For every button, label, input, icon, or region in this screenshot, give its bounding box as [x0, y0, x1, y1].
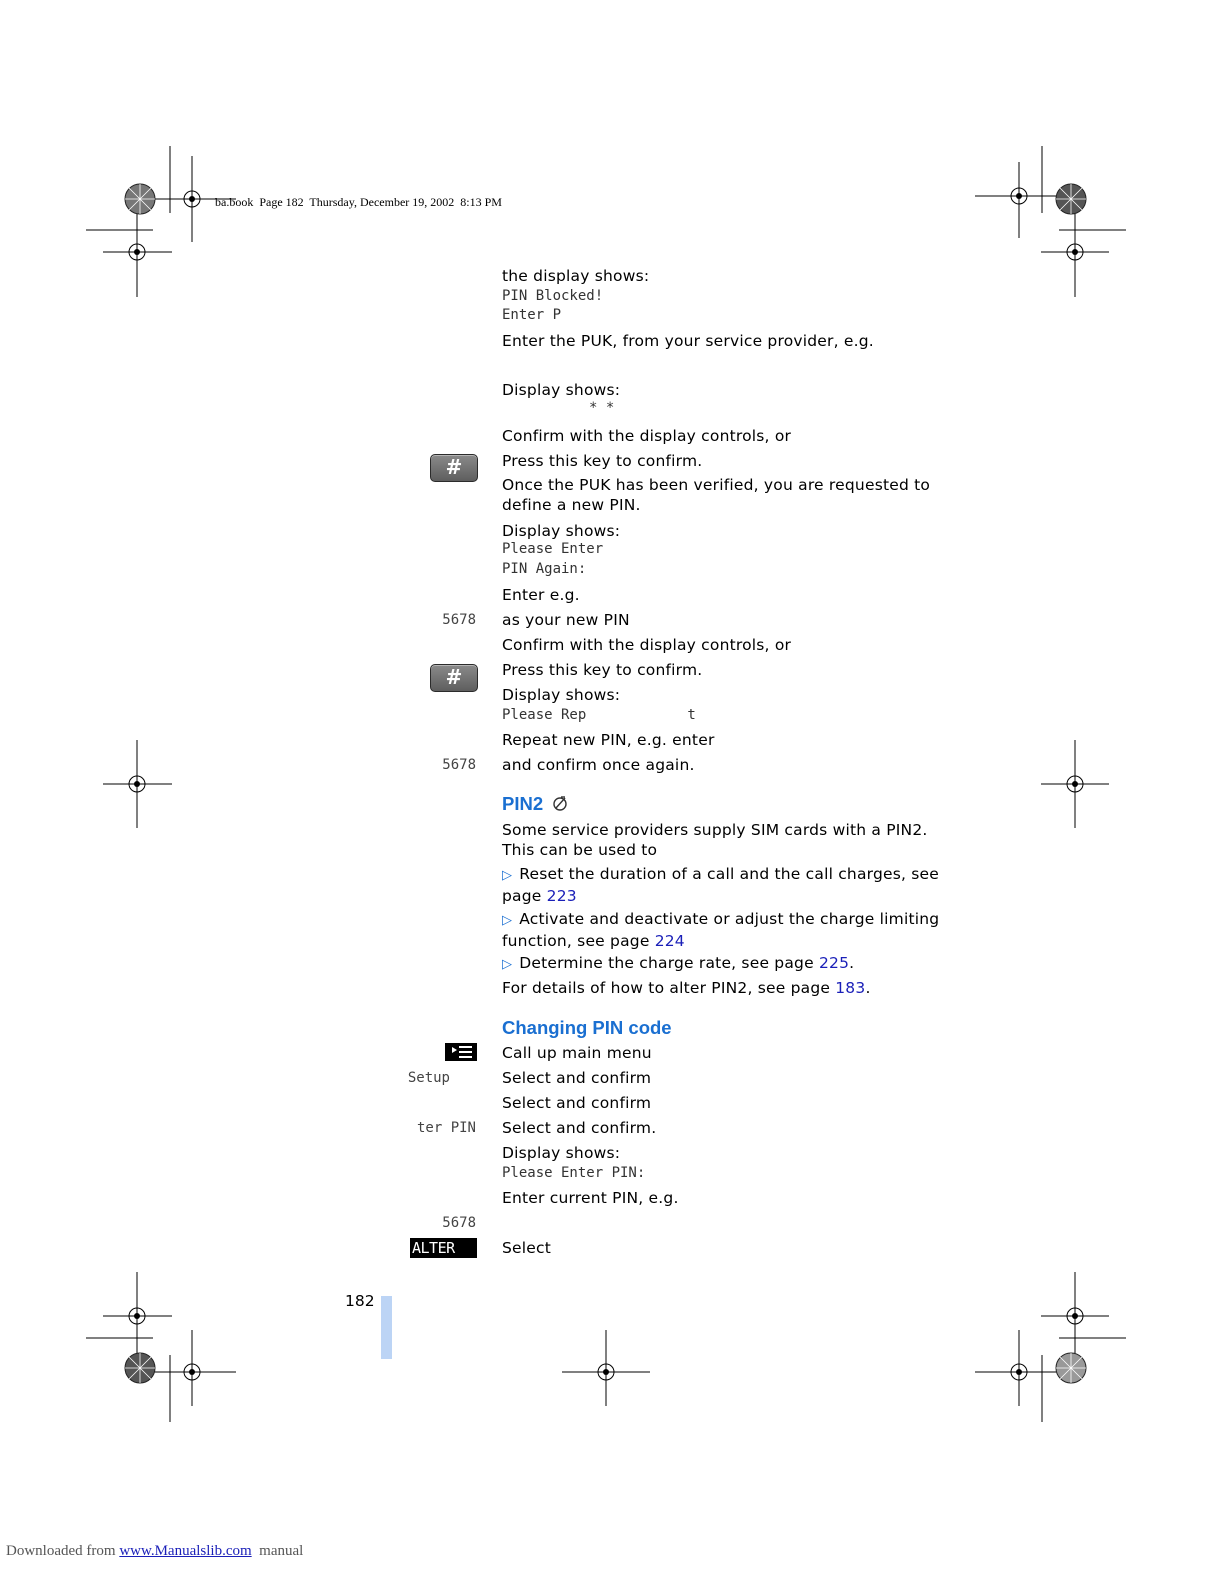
page-link-225[interactable]: 225 [818, 954, 850, 972]
pin2-bullet-item [502, 864, 947, 906]
lcd-stars: * * [589, 400, 615, 416]
lcd-pin-again: PIN Again: [502, 561, 587, 577]
page-link-183[interactable]: 183 [835, 979, 866, 997]
bullet-arrow-icon: ▷ [502, 868, 513, 883]
press-key-text: Press this key to confirm. [502, 452, 703, 470]
display-shows-text: Display shows: [502, 381, 621, 399]
footer-suffix: manual [251, 1543, 304, 1559]
footer-prefix: Downloaded from [6, 1543, 120, 1559]
select-text: Select [502, 1239, 552, 1257]
as-new-pin-text: as your new PIN [502, 611, 630, 629]
page-link-224[interactable]: 224 [654, 932, 685, 950]
bullet-text: Activate and deactivate or adjust the charge limiting function, see page [502, 910, 940, 950]
display-shows-text: Display shows: [502, 1144, 621, 1162]
code-5678: 5678 [442, 612, 476, 628]
setup-menu-item[interactable]: Setup [407, 1070, 450, 1086]
select-confirm-text: Select and confirm [502, 1069, 652, 1087]
bullet-suffix: . [849, 954, 855, 972]
page-margin-bar [381, 1296, 392, 1359]
code-5678: 5678 [442, 1215, 476, 1231]
lcd-please-enter: Please Enter [502, 541, 604, 557]
pin2-details-text [502, 978, 952, 998]
details-suffix: . [865, 979, 871, 997]
changing-pin-heading: Changing PIN code [502, 1017, 672, 1038]
print-header: ba.book Page 182 Thursday, December 19, 2002 8:13 PM [215, 195, 502, 209]
details-text: For details of how to alter PIN2, see page [502, 979, 836, 997]
lcd-pin-blocked: PIN Blocked! [502, 288, 604, 304]
pin2-heading-text: PIN2 [502, 793, 544, 814]
footer [6, 1543, 303, 1560]
bullet-arrow-icon: ▷ [502, 957, 513, 972]
menu-key-button[interactable] [445, 1043, 477, 1061]
confirm-once-again-text: and confirm once again. [502, 756, 695, 774]
select-confirm-text: Select and confirm [502, 1094, 652, 1112]
pin2-bullet-item [502, 909, 947, 951]
confirm-text: Confirm with the display controls, or [502, 427, 792, 445]
confirm-text: Confirm with the display controls, or [502, 636, 792, 654]
pin2-bullet-item [502, 953, 947, 975]
bullet-text: Determine the charge rate, see page [519, 954, 819, 972]
page-number: 182 [345, 1292, 375, 1310]
hash-key-button[interactable]: # [430, 664, 478, 692]
alter-softkey[interactable]: ALTER [410, 1238, 477, 1258]
enter-current-pin-text: Enter current PIN, e.g. [502, 1189, 679, 1207]
pin2-heading [502, 793, 569, 815]
call-up-menu-text: Call up main menu [502, 1044, 652, 1062]
enter-eg-text: Enter e.g. [502, 586, 580, 604]
repeat-new-pin-text: Repeat new PIN, e.g. enter [502, 731, 715, 749]
lcd-please-repeat: Please Rep t [502, 707, 696, 723]
sim-card-icon [551, 794, 569, 812]
press-key-text: Press this key to confirm. [502, 661, 703, 679]
bullet-text: Reset the duration of a call and the call charges, see page [502, 865, 940, 905]
select-confirm-text: Select and confirm. [502, 1119, 657, 1137]
hash-key-button[interactable]: # [430, 454, 478, 482]
display-shows-text: the display shows: [502, 267, 650, 285]
footer-site-link[interactable]: www.Manualslib.com [119, 1543, 252, 1559]
code-5678: 5678 [442, 757, 476, 773]
lcd-please-enter-pin: Please Enter PIN: [502, 1165, 646, 1181]
once-puk-text: Once the PUK has been verified, you are requested to define a new PIN. [502, 476, 931, 514]
bullet-arrow-icon: ▷ [502, 913, 513, 928]
menu-icon [445, 1043, 477, 1061]
pin2-intro-text: Some service providers supply SIM cards with a PIN2. This can be used to [502, 821, 928, 859]
enter-pin-menu-item[interactable]: ter PIN [416, 1120, 476, 1136]
enter-puk-text: Enter the PUK, from your service provider, e.g. [502, 332, 874, 350]
display-shows-text: Display shows: [502, 686, 621, 704]
lcd-enter-p: Enter P [502, 307, 562, 323]
page-link-223[interactable]: 223 [546, 887, 577, 905]
display-shows-text: Display shows: [502, 522, 621, 540]
